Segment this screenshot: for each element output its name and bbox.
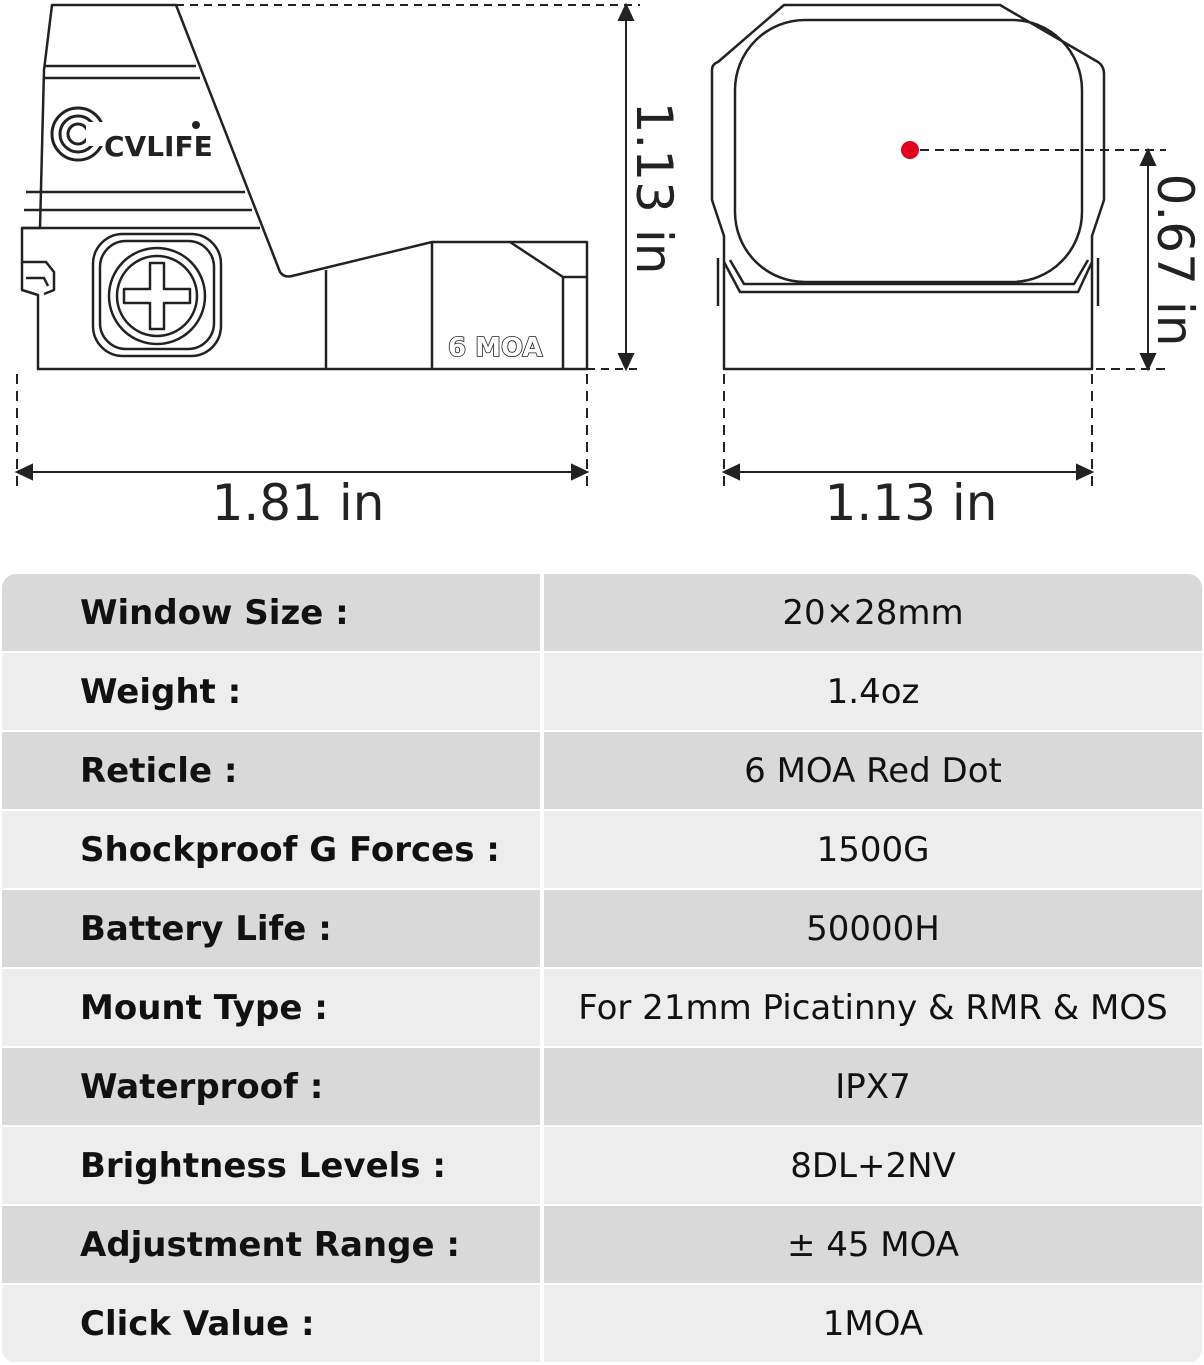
- spec-row-click-value: [2, 1285, 1202, 1362]
- dimension-diagram: [0, 0, 1204, 560]
- red-dot-icon: [901, 141, 919, 159]
- spec-value: ± 45 MOA: [786, 1224, 960, 1265]
- spec-value: 1MOA: [822, 1303, 924, 1344]
- dot-height-dimension-label: 0.67 in: [1146, 173, 1204, 347]
- spec-table: [2, 574, 1202, 1363]
- spec-label: Reticle :: [80, 750, 238, 791]
- spec-row-weight: [2, 653, 1202, 730]
- spec-row-brightness-levels: [2, 1127, 1202, 1204]
- spec-row-adjustment-range: [2, 1206, 1202, 1283]
- spec-value: IPX7: [835, 1066, 911, 1107]
- spec-row-mount-type: [2, 969, 1202, 1046]
- spec-label: Shockproof G Forces :: [80, 829, 500, 870]
- spec-row-reticle: [2, 732, 1202, 809]
- spec-label: Waterproof :: [80, 1066, 324, 1107]
- brand-logo-text: CVLIFE: [104, 130, 213, 163]
- spec-value: 50000H: [806, 908, 940, 949]
- spec-value: 1.4oz: [826, 671, 920, 712]
- width-dimension-label: 1.13 in: [824, 474, 998, 532]
- spec-label: Window Size :: [80, 592, 349, 633]
- brand-logo: [52, 108, 213, 163]
- front-view: [712, 5, 1104, 369]
- spec-row-window-size: [2, 574, 1202, 651]
- spec-label: Adjustment Range :: [80, 1224, 460, 1265]
- height-dimension-label: 1.13 in: [625, 101, 683, 275]
- spec-value: 6 MOA Red Dot: [744, 750, 1002, 791]
- side-view: [22, 5, 587, 369]
- spec-label: Click Value :: [80, 1303, 315, 1344]
- length-dimension-label: 1.81 in: [211, 474, 385, 532]
- spec-value: 20×28mm: [782, 592, 964, 633]
- spec-row-battery-life: [2, 890, 1202, 967]
- spec-value: 8DL+2NV: [790, 1145, 956, 1186]
- spec-label: Battery Life :: [80, 908, 332, 949]
- front-dimension-lines: [724, 150, 1166, 492]
- spec-label: Brightness Levels :: [80, 1145, 446, 1186]
- spec-row-waterproof: [2, 1048, 1202, 1125]
- spec-value: 1500G: [816, 829, 930, 870]
- spec-value: For 21mm Picatinny & RMR & MOS: [578, 987, 1168, 1028]
- reticle-mark-text: 6 MOA: [448, 333, 543, 363]
- spec-label: Weight :: [80, 671, 242, 712]
- spec-row-shockproof: [2, 811, 1202, 888]
- spec-label: Mount Type :: [80, 987, 328, 1028]
